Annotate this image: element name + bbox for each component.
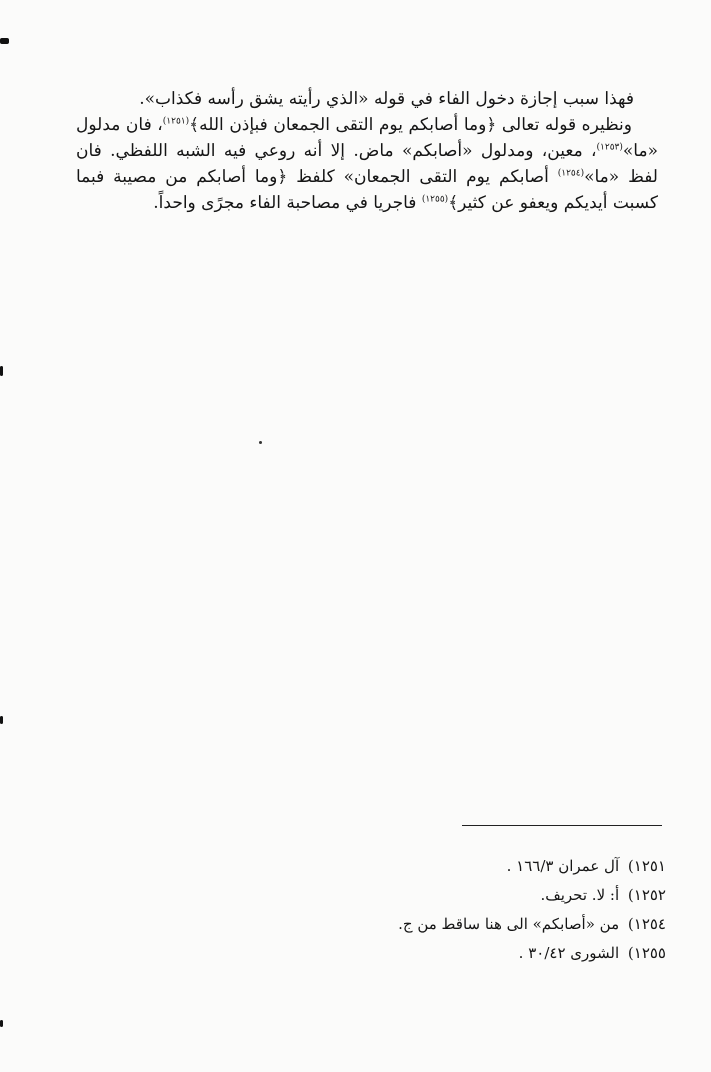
- paragraph-2-text: ونظيره قوله تعالى ﴿وما أصابكم يوم التقى الجمعان فبإذن الله﴾: [189, 115, 632, 135]
- footnote-number: ١٢٥٢): [627, 886, 666, 904]
- scan-edge-mark: [0, 1020, 3, 1027]
- paragraph-2-text: أصابكم يوم التقى الجمعان» كلفظ ﴿وما أصابكم من مصيبة فبما كسبت أيديكم ويعفو عن كثير﴾: [76, 167, 658, 213]
- footnote-1252: [106, 881, 666, 910]
- paragraph-2: [76, 112, 658, 216]
- scan-speck: [259, 441, 262, 444]
- footnote-1254: [106, 910, 666, 939]
- scan-edge-mark: [0, 38, 9, 44]
- footnote-ref: (١٢٥١): [162, 116, 190, 127]
- footnote-number: ١٢٥١): [627, 857, 666, 875]
- footnote-ref: (١٢٥٤): [557, 168, 585, 179]
- footnote-number: ١٢٥٤): [627, 915, 666, 933]
- footnote-1251: [106, 852, 666, 881]
- footnote-text: آل عمران ١٦٦/٣ .: [506, 857, 620, 875]
- footnote-text: الشورى ٣٠/٤٢ .: [518, 944, 620, 962]
- footnotes: [106, 852, 666, 968]
- footnote-text: من «أصابكم» الى هنا ساقط من ج.: [398, 915, 620, 933]
- footnote-text: أ: لا. تحريف.: [540, 886, 620, 904]
- paragraph-2-text: ، فان مدلول «ما»: [76, 115, 658, 161]
- footnote-1255: [106, 939, 666, 968]
- footnote-number: ١٢٥٥): [627, 944, 666, 962]
- footnote-separator: [462, 825, 662, 826]
- footnote-ref: (١٢٥٥): [421, 194, 449, 205]
- scan-edge-mark: [0, 716, 3, 724]
- paragraph-1: فهذا سبب إجازة دخول الفاء في قوله «الذي رأيته يشق رأسه فكذاب».: [139, 89, 634, 109]
- paragraph-2-text: ، معين، ومدلول «أصابكم» ماض. إلا أنه روعي فيه الشبه اللفظي. فان لفظ «ما»: [76, 141, 658, 187]
- paragraph-2-text: فاجريا في مصاحبة الفاء مجرًى واحداً.: [153, 193, 422, 213]
- footnote-ref: (١٢٥٣): [596, 142, 623, 153]
- main-text: [76, 86, 658, 216]
- scan-edge-mark: [0, 366, 3, 376]
